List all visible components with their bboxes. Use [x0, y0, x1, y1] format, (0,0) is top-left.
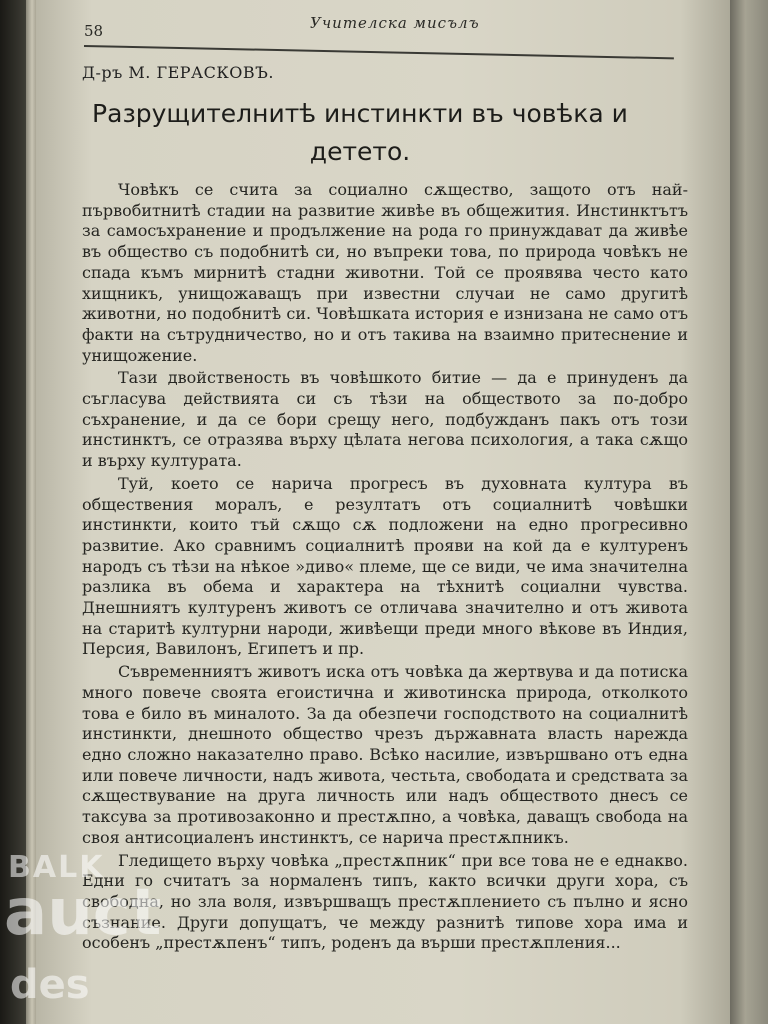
page-number: 58: [84, 22, 104, 40]
next-page-edge: [730, 0, 768, 1024]
paragraph: Гледището върху човѣка „престѫпник“ при все това не е еднакво. Едни го считатъ за нормаленъ типъ, както всички други хора, съ свободна, но зла воля, извършващъ престѫплението съ пълно и ясно съзнание. Други допущатъ, че между разнитѣ типове хора има и особенъ „престѫпенъ“ типъ, роденъ да върши престѫпления...: [82, 850, 688, 953]
paragraph: Съвременниятъ животъ иска отъ човѣка да жертвува и да потиска много повече своята егоистична и животинска природа, отколкото това е било въ миналото. За да обезпечи господството на социалнитѣ инстинкти, днешното общество чрезъ държавната власть нарежда едно сложно наказателно право. Всѣко насилие, извършвано отъ една или повече личности, надъ живота, честьта, свободата и средствата за сѫществувание на друга личность или надъ обществото днесъ се таксува за противозаконно и престѫпно, а човѣка, даващъ свобода на своя антисоциаленъ инстинктъ, се нарича престѫпникъ.: [82, 662, 688, 847]
paragraph: Туй, което се нарича прогресъ въ духовната култура въ обществения моралъ, е резултатъ отъ социалнитѣ човѣшки инстинкти, които тъй сѫщо сѫ подложени на едно прогресивно развитие. Ако сравнимъ социалнитѣ прояви на кой да е културенъ народъ съ тѣзи на нѣкое »диво« племе, ще се види, че има значителна разлика въ обема и характера на тѣхнитѣ социални чувства. Днешниятъ културенъ животъ се отличава значително и отъ живота на старитѣ културни народи, живѣещи преди много вѣкове въ Индия, Персия, Вавилонъ, Египетъ и пр.: [82, 473, 688, 659]
paragraph: Човѣкъ се счита за социално сѫщество, защото отъ най-първобитнитѣ стадии на развитие живѣе въ общежития. Инстинктътъ за самосъхранение и продължение на рода го принуждават да живѣе въ общество съ подобнитѣ си, но въпреки това, по природа човѣкъ не спада къмъ мирнитѣ стадни животни. Той се проявява често като хищникъ, унищожаващъ при известни случаи не само другитѣ животни, но подобнитѣ си. Човѣшката история е изнизана не само отъ факти на сътрудничество, но и отъ такива на взаимно притеснение и унищожение.: [82, 180, 688, 365]
running-header: [84, 14, 674, 46]
watermark-line-3: des: [10, 962, 90, 1008]
article-title: Разрущителнитѣ инстинкти въ човѣка и детето.: [92, 99, 628, 166]
watermark-line-2: auct: [4, 876, 162, 950]
journal-title: Учителска мисълъ: [310, 14, 480, 32]
article-author: Д-ръ М. ГЕРАСКОВЪ.: [82, 63, 274, 82]
paragraph: Тази двойственость въ човѣшкото битие — да е принуденъ да съгласува действията си съ тѣзи на обществото за по-добро съхранение, и да се бори срещу него, подбужданъ пакъ отъ този инстинктъ, се отразява върху цѣлата негова психология, а така сѫщо и върху културата.: [82, 368, 688, 471]
article-body: [82, 180, 688, 956]
watermark-line-1: BALK: [8, 850, 105, 885]
